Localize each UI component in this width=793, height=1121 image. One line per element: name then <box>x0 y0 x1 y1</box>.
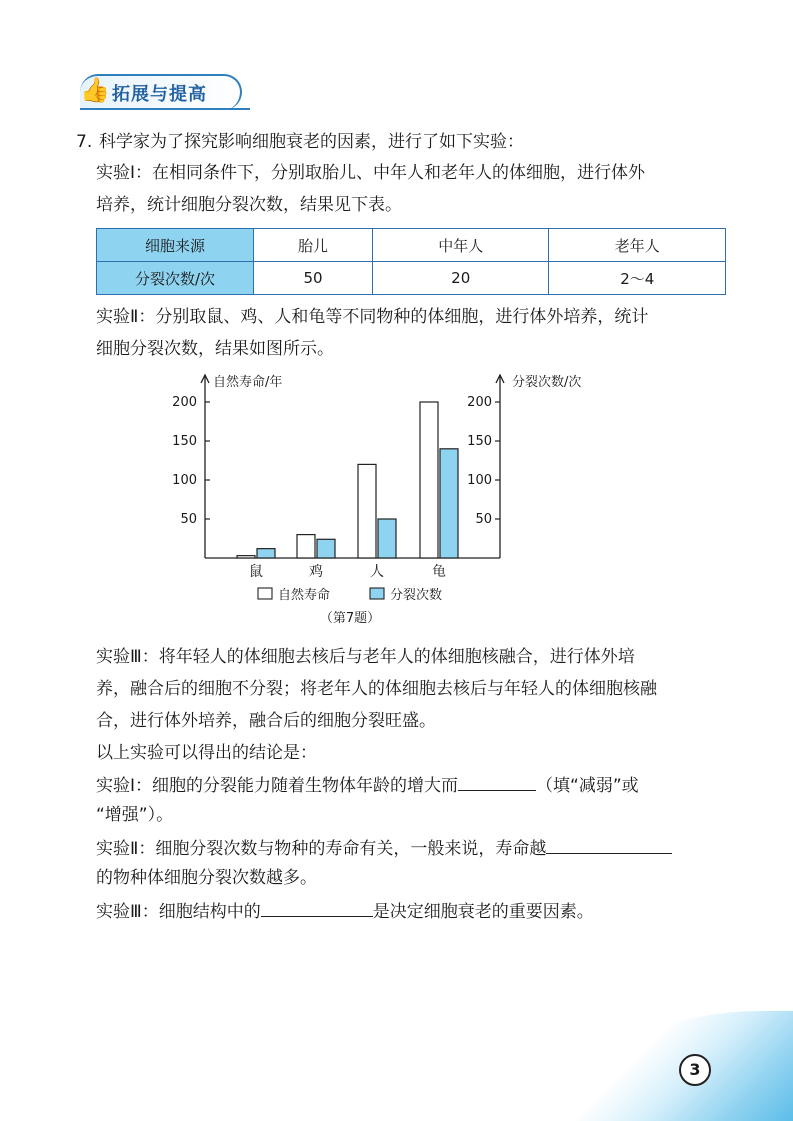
legend-label-division: 分裂次数 <box>390 588 443 603</box>
answer-1 <box>96 772 639 798</box>
legend-swatch-lifespan <box>258 588 272 599</box>
table-cell: 2～4 <box>549 262 726 295</box>
bar-lifespan <box>237 556 255 558</box>
table-cell: 50 <box>254 262 373 295</box>
bar-division <box>378 519 396 558</box>
experiment-3-text: 实验Ⅲ：将年轻人的体细胞去核后与老年人的体细胞核融合，进行体外培 <box>96 647 635 667</box>
answer-1-prefix: 实验Ⅰ：细胞的分裂能力随着生物体年龄的增大而 <box>96 776 459 796</box>
answer-3-prefix: 实验Ⅲ：细胞结构中的 <box>96 902 261 922</box>
answer-3-suffix: 是决定细胞衰老的重要因素。 <box>372 902 594 922</box>
x-tick-label: 人 <box>370 564 384 580</box>
footer-decoration <box>563 1011 793 1121</box>
legend-label-lifespan: 自然寿命 <box>278 588 331 603</box>
table-cell: 老年人 <box>549 229 726 262</box>
y-tick-label-left: 100 <box>172 473 197 488</box>
bar-division <box>440 449 458 558</box>
x-tick-label: 龟 <box>432 564 446 580</box>
experiment-3-text-end: 合，进行体外培养，融合后的细胞分裂旺盛。 <box>96 711 436 731</box>
bar-division <box>257 549 275 558</box>
experiment-2-text-cont: 细胞分裂次数，结果如图所示。 <box>96 339 334 359</box>
experiment-2-text: 实验Ⅱ：分别取鼠、鸡、人和龟等不同物种的体细胞，进行体外培养，统计 <box>96 307 649 327</box>
y-tick-label-right: 100 <box>467 473 492 488</box>
answer-3-blank[interactable] <box>261 898 373 917</box>
answer-2-prefix: 实验Ⅱ：细胞分裂次数与物种的寿命有关，一般来说，寿命越 <box>96 839 547 859</box>
legend-swatch-division <box>370 588 384 599</box>
y-tick-label-right: 150 <box>467 434 492 449</box>
y-tick-label-left: 200 <box>172 395 197 410</box>
page-number: 3 <box>679 1054 711 1086</box>
y-tick-label-right: 200 <box>467 395 492 410</box>
y-tick-label-right: 50 <box>475 512 492 527</box>
experiment-3-text-cont: 养，融合后的细胞不分裂；将老年人的体细胞去核后与年轻人的体细胞核融 <box>96 679 657 699</box>
answer-2-blank[interactable] <box>546 835 672 854</box>
y-axis-left-title: 自然寿命/年 <box>213 375 283 390</box>
conclusion-intro: 以上实验可以得出的结论是： <box>96 743 317 763</box>
table-cell: 细胞来源 <box>97 229 254 262</box>
experiment-1-text-cont: 培养，统计细胞分裂次数，结果见下表。 <box>96 195 402 215</box>
answer-1-blank[interactable] <box>458 772 536 791</box>
y-tick-label-left: 150 <box>172 434 197 449</box>
question-intro: 科学家为了探究影响细胞衰老的因素，进行了如下实验： <box>99 132 524 152</box>
x-tick-label: 鸡 <box>309 564 323 580</box>
bar-lifespan <box>420 402 438 558</box>
bar-lifespan <box>297 535 315 558</box>
x-tick-label: 鼠 <box>249 564 263 580</box>
thumbs-up-icon: 👍 <box>80 76 110 104</box>
answer-2 <box>96 835 672 861</box>
y-tick-label-left: 50 <box>180 512 197 527</box>
bar-lifespan <box>358 464 376 558</box>
answer-1-suffix: （填“减弱”或 <box>536 776 639 796</box>
section-title: 拓展与提高 <box>112 84 207 105</box>
question-number: 7. <box>76 132 93 152</box>
answer-2-cont: 的物种体细胞分裂次数越多。 <box>96 868 317 888</box>
table-cell: 中年人 <box>372 229 549 262</box>
answer-3 <box>96 898 594 924</box>
chart-caption: （第7题） <box>319 611 381 626</box>
y-axis-right-title: 分裂次数/次 <box>512 375 582 390</box>
table-cell: 20 <box>372 262 549 295</box>
bar-division <box>317 539 335 558</box>
table-cell: 胎儿 <box>254 229 373 262</box>
experiment-1-text: 实验Ⅰ：在相同条件下，分别取胎儿、中年人和老年人的体细胞，进行体外 <box>96 163 646 183</box>
answer-1-cont: “增强”）。 <box>96 805 174 825</box>
table-cell: 分裂次数/次 <box>97 262 254 295</box>
